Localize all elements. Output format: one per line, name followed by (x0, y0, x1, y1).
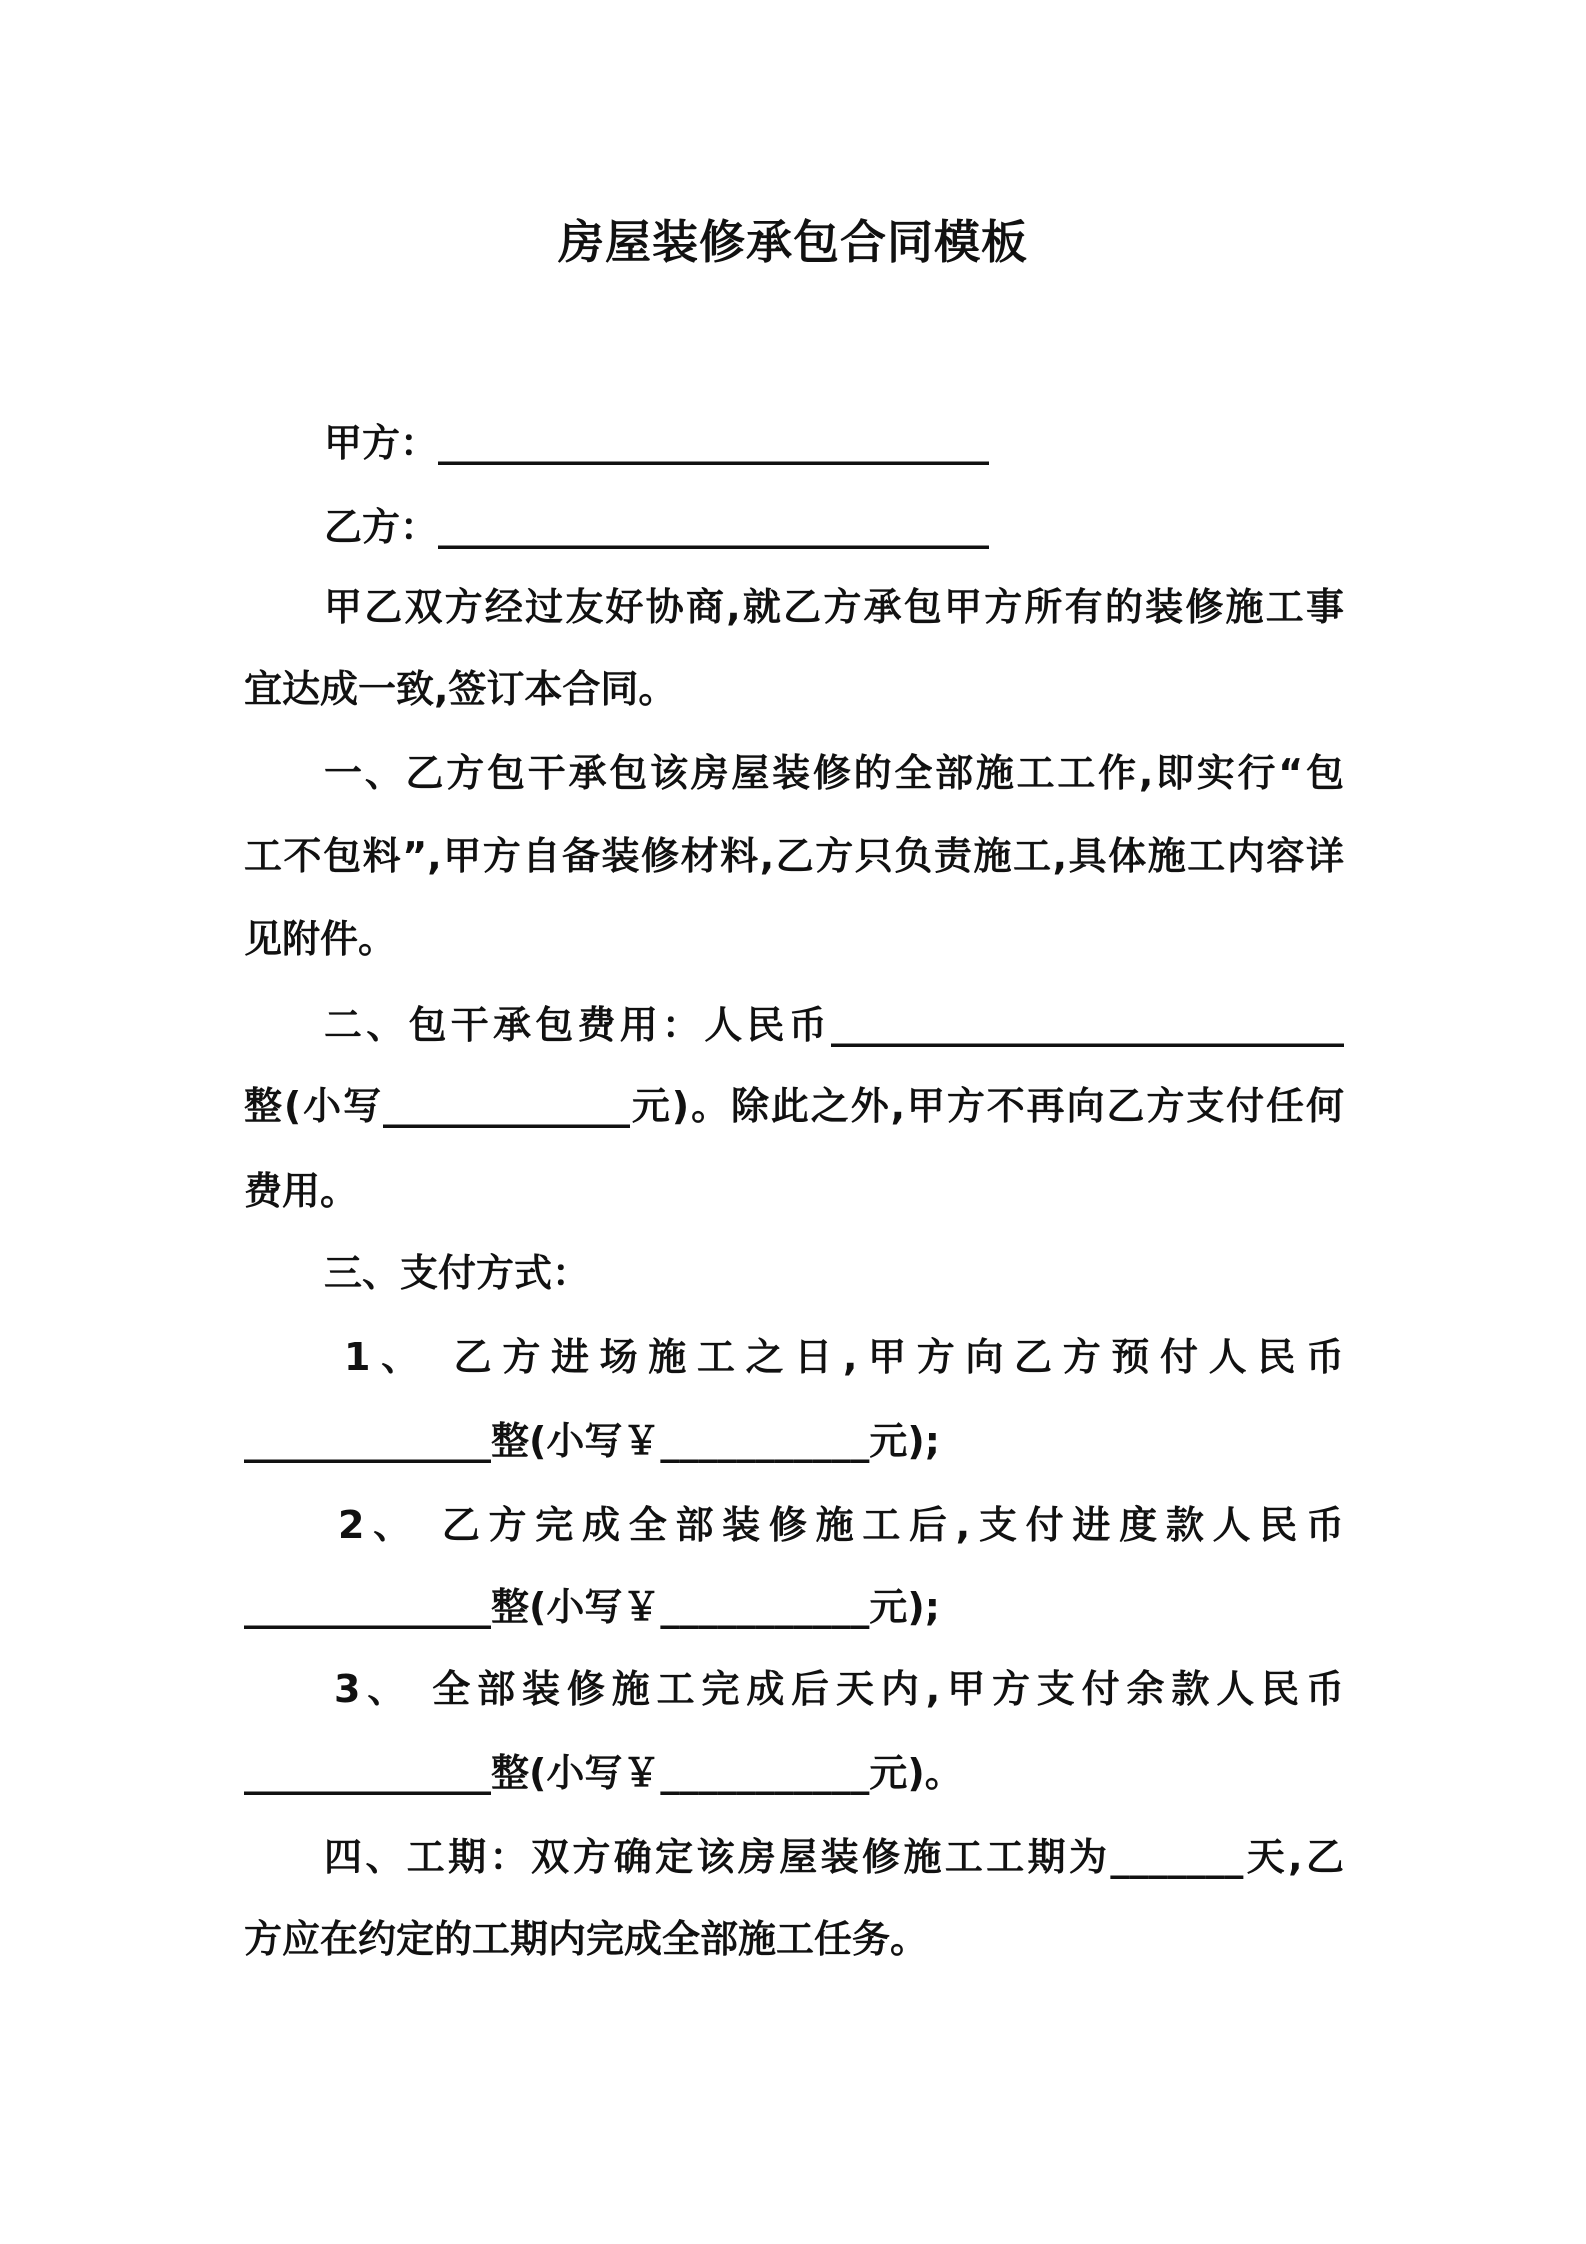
clause-2-line-1: 二、包干承包费用：人民币___________________________ (324, 1003, 1344, 1047)
party-a-line: 甲方：_____________________________ (324, 421, 990, 465)
clause-4-line-1: 四、工期：双方确定该房屋装修施工工期为_______天,乙 (324, 1835, 1344, 1879)
payment-1-line-2: _____________整(小写￥___________元); (244, 1419, 940, 1463)
intro-line-2: 宜达成一致,签订本合同。 (244, 667, 677, 711)
intro-line-1: 甲乙双方经过友好协商,就乙方承包甲方所有的装修施工事 (324, 585, 1344, 629)
clause-2-line-3: 费用。 (244, 1169, 359, 1213)
clause-1-line-1: 一、乙方包干承包该房屋装修的全部施工工作,即实行“包 (324, 751, 1344, 795)
clause-2-line-2: 整(小写_____________元)。除此之外,甲方不再向乙方支付任何 (244, 1084, 1344, 1128)
clause-4-line-2: 方应在约定的工期内完成全部施工任务。 (244, 1917, 929, 1961)
payment-1-line-1: 1、 乙方进场施工之日,甲方向乙方预付人民币 (344, 1335, 1344, 1379)
payment-2-line-2: _____________整(小写￥___________元); (244, 1585, 940, 1629)
payment-3-line-1: 3、 全部装修施工完成后天内,甲方支付余款人民币 (334, 1667, 1344, 1711)
clause-3-heading: 三、支付方式： (324, 1251, 591, 1295)
document-title: 房屋装修承包合同模板 (558, 215, 1028, 269)
party-b-line: 乙方：_____________________________ (324, 505, 990, 549)
payment-2-line-1: 2、 乙方完成全部装修施工后,支付进度款人民币 (338, 1503, 1344, 1547)
clause-1-line-2: 工不包料”,甲方自备装修材料,乙方只负责施工,具体施工内容详 (244, 834, 1344, 878)
payment-3-line-2: _____________整(小写￥___________元)。 (244, 1751, 963, 1795)
clause-1-line-3: 见附件。 (244, 917, 397, 961)
